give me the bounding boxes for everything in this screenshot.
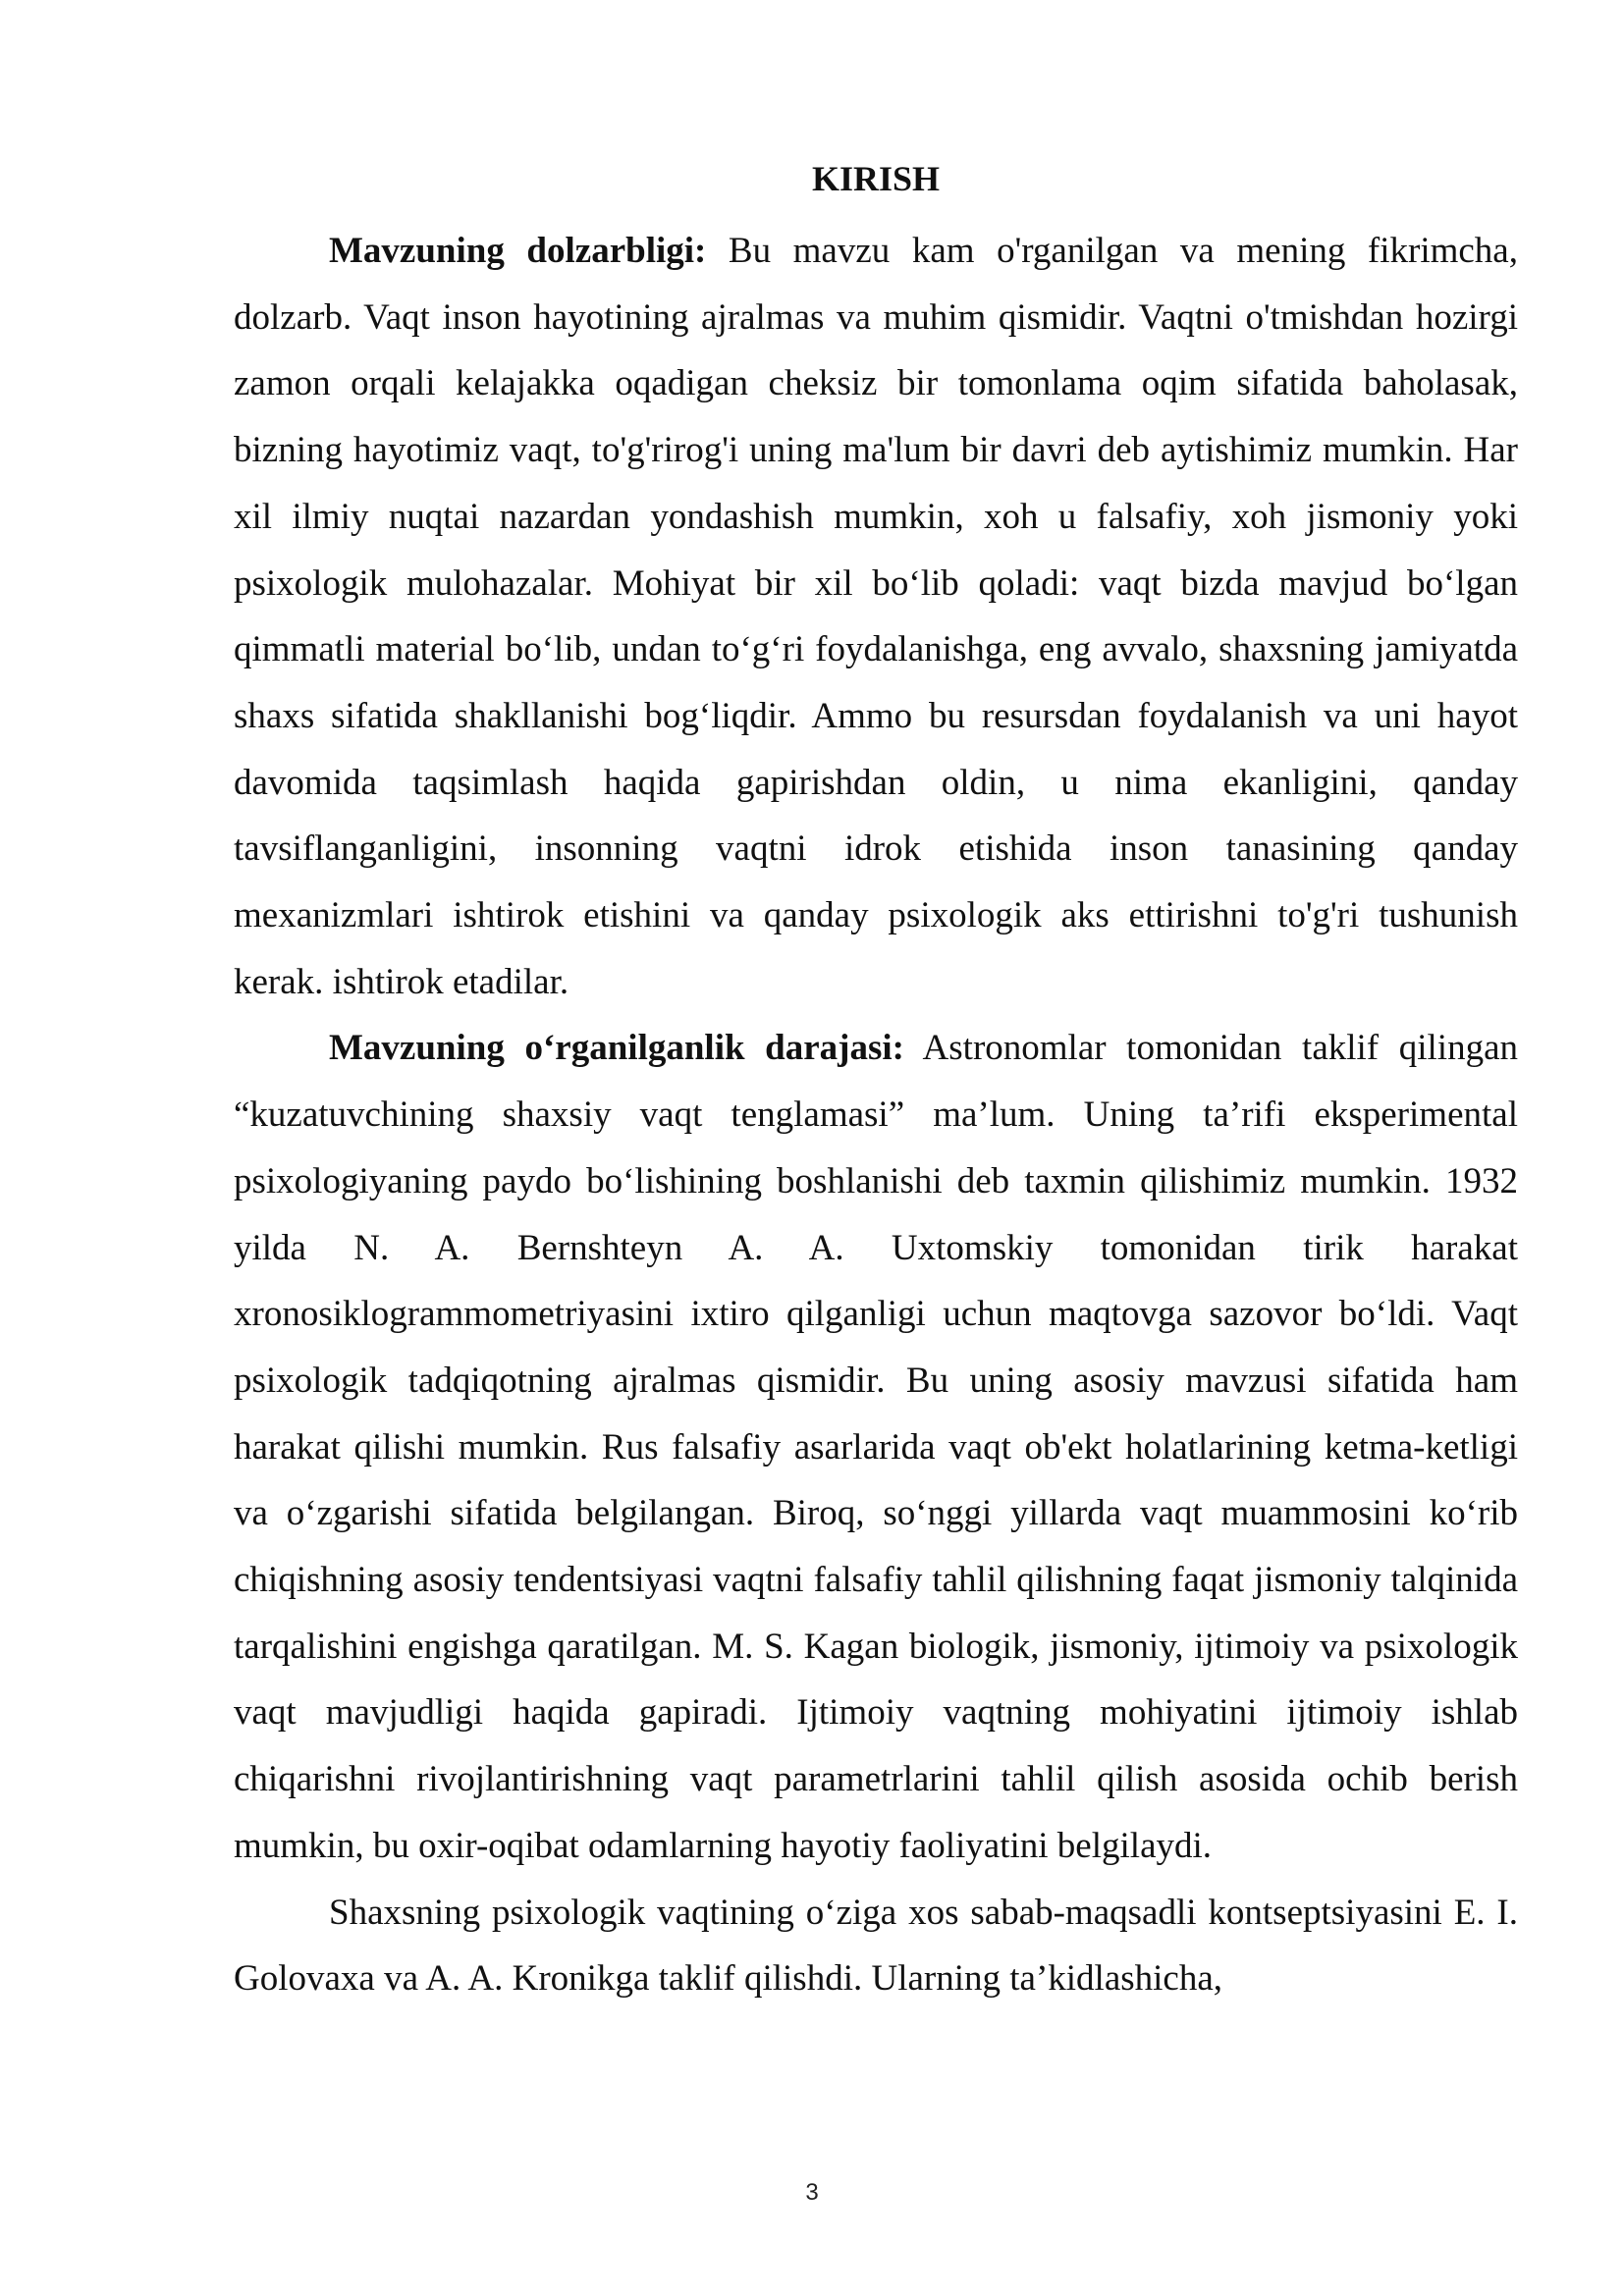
paragraph-lead: Mavzuning dolzarbligi: [329,231,707,271]
paragraph-text: Bu mavzu kam o'rganilgan va mening fikrimcha, dolzarb. Vaqt inson hayotining ajralmas va muhim qismidir. Vaqtni o'tmishdan hozirgi zamon orqali kelajakka oqadigan cheksiz bir tomonlama oqim sifatida baholasak, bizning hayotimiz vaqt, to'g'rirog'i uning ma'lum bir davri deb aytishimiz mumkin. Har xil ilmiy nuqtai nazardan yondashish mumkin, xoh u falsafiy, xoh jismoniy yoki psixologik mulohazalar. Mohiyat bir xil boʻlib qoladi: vaqt bizda mavjud boʻlgan qimmatli material boʻlib, undan toʻgʻri foydalanishga, eng avvalo, shaxsning jamiyatda shaxs sifatida shakllanishi bogʻliqdir. Ammo bu resursdan foydalanish va uni hayot davomida taqsimlash haqida gapirishdan oldin, u nima ekanligini, qanday tavsiflanganligini, insonning vaqtni idrok etishida inson tanasining qanday mexanizmlari ishtirok etishini va qanday psixologik aks ettirishni to'g'ri tushunish kerak. ishtirok etadilar. [234,231,1518,1002]
page-number: 3 [805,2179,819,2206]
page-content [234,147,1518,2012]
paragraph-relevance [234,218,1518,1015]
paragraph-text: Astronomlar tomonidan taklif qilingan “kuzatuvchining shaxsiy vaqt tenglamasi” maʼlum. Uning taʼrifi eksperimental psixologiyaning paydo boʻlishining boshlanishi deb taxmin qilishimiz mumkin. 1932 yilda N. A. Bernshteyn A. A. Uxtomskiy tomonidan tirik harakat xronosiklogrammometriyasini ixtiro qilganligi uchun maqtovga sazovor boʻldi. Vaqt psixologik tadqiqotning ajralmas qismidir. Bu uning asosiy mavzusi sifatida ham harakat qilishi mumkin. Rus falsafiy asarlarida vaqt ob'ekt holatlarining ketma-ketligi va oʻzgarishi sifatida belgilangan. Biroq, soʻnggi yillarda vaqt muammosini koʻrib chiqishning asosiy tendentsiyasi vaqtni falsafiy tahlil qilishning faqat jismoniy talqinida tarqalishini engishga qaratilgan. M. S. Kagan biologik, jismoniy, ijtimoiy va psixologik vaqt mavjudligi haqida gapiradi. Ijtimoiy vaqtning mohiyatini ijtimoiy ishlab chiqarishni rivojlantirishning vaqt parametrlarini tahlil qilish asosida ochib berish mumkin, bu oxir-oqibat odamlarning hayotiy faoliyatini belgilaydi. [234,1028,1518,1866]
section-heading: KIRISH [811,159,941,198]
paragraph-lead: Mavzuning oʻrganilganlik darajasi: [329,1028,904,1069]
paragraph-text: Shaxsning psixologik vaqtining oʻziga xos sabab-maqsadli kontseptsiyasini E. I. Golovaxa va A. A. Kronikga taklif qilishdi. Ularning taʼkidlashicha, [234,1892,1518,2000]
paragraph-concept [234,1880,1518,2012]
paragraph-study-level [234,1015,1518,1879]
